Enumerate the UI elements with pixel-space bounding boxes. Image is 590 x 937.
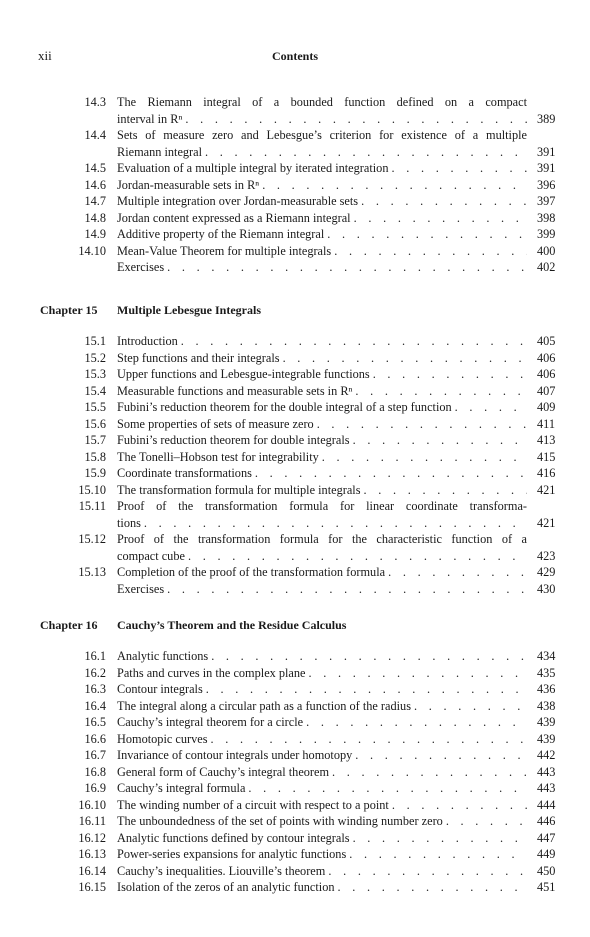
section-number: 15.13 bbox=[78, 565, 106, 579]
section-number: 15.5 bbox=[84, 400, 106, 414]
section-title bbox=[117, 714, 527, 731]
section-title bbox=[117, 531, 527, 564]
page-reference: 421 bbox=[537, 482, 556, 497]
page-reference: 406 bbox=[537, 367, 556, 381]
toc-entry[interactable] bbox=[0, 797, 590, 814]
section-title-line: tions . . . bbox=[117, 515, 527, 532]
leader-dots bbox=[314, 416, 527, 433]
section-title bbox=[117, 177, 527, 194]
section-title bbox=[117, 797, 527, 814]
section-title-line: The unboundedness of the set of points with winding number zero . . . bbox=[117, 813, 527, 830]
section-number: 15.10 bbox=[78, 482, 106, 497]
leader-dots bbox=[452, 399, 527, 416]
section-number: 16.9 bbox=[84, 781, 106, 795]
section-title bbox=[117, 416, 527, 433]
section-number: 15.3 bbox=[84, 367, 106, 381]
section-number: 16.10 bbox=[78, 797, 106, 812]
leader-dots bbox=[185, 548, 527, 565]
section-title bbox=[117, 366, 527, 383]
section-title bbox=[117, 383, 527, 400]
page-reference: 446 bbox=[537, 814, 556, 828]
section-number: 15.6 bbox=[84, 416, 106, 431]
section-title-line: Homotopic curves . . . bbox=[117, 731, 527, 748]
section-title-line: Cauchy’s integral theorem for a circle . . . bbox=[117, 714, 527, 731]
leader-dots bbox=[325, 863, 527, 880]
section-number: 16.11 bbox=[78, 814, 106, 828]
page-reference: 413 bbox=[537, 433, 556, 447]
toc-entry[interactable] bbox=[0, 432, 590, 449]
page-reference: 442 bbox=[537, 748, 556, 762]
running-title: Contents bbox=[271, 49, 318, 63]
section-title-line: Invariance of contour integrals under homotopy . . . bbox=[117, 747, 527, 764]
leader-dots bbox=[370, 366, 527, 383]
section-title-line: Jordan content expressed as a Riemann integral . . . bbox=[117, 210, 527, 227]
section-number: 16.7 bbox=[84, 748, 106, 762]
section-title-line: Contour integrals . . . bbox=[117, 681, 527, 698]
section-title bbox=[117, 94, 527, 127]
toc-entry[interactable] bbox=[0, 226, 590, 243]
toc-entry[interactable] bbox=[0, 193, 590, 210]
section-title bbox=[117, 127, 527, 160]
leader-dots bbox=[306, 665, 527, 682]
toc-entry[interactable] bbox=[0, 665, 590, 682]
toc-section bbox=[0, 94, 590, 276]
section-title-line: Exercises . . . bbox=[117, 259, 527, 276]
section-title-line: Coordinate transformations . . . bbox=[117, 465, 527, 482]
toc-entry[interactable] bbox=[0, 498, 590, 531]
section-title-line: Completion of the proof of the transformation formula . . . bbox=[117, 564, 527, 581]
leader-dots bbox=[350, 830, 527, 847]
section-title-line: Measurable functions and measurable sets in Rⁿ . . . bbox=[117, 383, 527, 400]
toc-entry[interactable] bbox=[0, 863, 590, 880]
toc-entry[interactable] bbox=[0, 648, 590, 665]
page-reference: 447 bbox=[537, 830, 556, 845]
page-reference: 398 bbox=[537, 210, 556, 225]
toc-entry[interactable] bbox=[0, 780, 590, 797]
page-reference: 434 bbox=[537, 649, 556, 663]
page-reference: 396 bbox=[537, 177, 556, 192]
section-title bbox=[117, 731, 527, 748]
section-number: 15.7 bbox=[84, 433, 106, 447]
section-title bbox=[117, 581, 527, 598]
toc-entry[interactable] bbox=[0, 698, 590, 715]
chapter-label: Chapter 16 bbox=[40, 618, 98, 632]
leader-dots bbox=[141, 515, 527, 532]
leader-dots bbox=[385, 564, 527, 581]
section-title-line: Evaluation of a multiple integral by iterated integration . . . bbox=[117, 160, 527, 177]
section-title-line: Introduction . . . bbox=[117, 333, 527, 350]
section-title bbox=[117, 879, 527, 896]
toc-entry[interactable] bbox=[0, 399, 590, 416]
page-reference: 439 bbox=[537, 731, 556, 746]
page-reference: 416 bbox=[537, 466, 556, 480]
section-title-line: interval in Rⁿ . . . bbox=[117, 111, 527, 128]
section-number: 15.1 bbox=[84, 334, 106, 348]
leader-dots bbox=[388, 160, 527, 177]
leader-dots bbox=[389, 797, 527, 814]
section-title-line: The transformation formula for multiple integrals . . . bbox=[117, 482, 527, 499]
section-number: 16.6 bbox=[84, 731, 106, 746]
section-title bbox=[117, 210, 527, 227]
toc-entry[interactable] bbox=[0, 127, 590, 160]
section-title-line: Mean-Value Theorem for multiple integrals . . . bbox=[117, 243, 527, 260]
section-number: 15.12 bbox=[78, 532, 106, 546]
section-title-line: Fubini’s reduction theorem for the double integral of a step function . . . bbox=[117, 399, 527, 416]
leader-dots bbox=[443, 813, 527, 830]
toc-entry[interactable] bbox=[0, 465, 590, 482]
toc-entry[interactable] bbox=[0, 94, 590, 127]
page-reference: 443 bbox=[537, 764, 556, 779]
section-title-line: Additive property of the Riemann integral . . . bbox=[117, 226, 527, 243]
page-reference: 438 bbox=[537, 698, 556, 713]
leader-dots bbox=[208, 731, 528, 748]
page-reference: 406 bbox=[537, 350, 556, 365]
section-title-line: Jordan-measurable sets in Rⁿ . . . bbox=[117, 177, 527, 194]
section-title-line: Fubini’s reduction theorem for double integrals . . . bbox=[117, 432, 527, 449]
toc-entry[interactable] bbox=[0, 564, 590, 581]
page-reference: 405 bbox=[537, 334, 556, 348]
toc-entry[interactable] bbox=[0, 581, 590, 598]
section-title bbox=[117, 863, 527, 880]
section-title bbox=[117, 259, 527, 276]
toc-entry[interactable] bbox=[0, 879, 590, 896]
toc-entry[interactable] bbox=[0, 333, 590, 350]
section-title bbox=[117, 665, 527, 682]
section-title-line: Proof of the transformation formula for linear coordinate transforma- bbox=[117, 499, 527, 513]
section-number: 14.10 bbox=[78, 243, 106, 258]
leader-dots bbox=[208, 648, 527, 665]
section-title bbox=[117, 830, 527, 847]
page-reference: 429 bbox=[537, 565, 556, 579]
section-title-line: Proof of the transformation formula for the characteristic function of a bbox=[117, 532, 527, 546]
page-reference: 391 bbox=[537, 144, 556, 159]
section-title-line: Isolation of the zeros of an analytic function . . . bbox=[117, 879, 527, 896]
page-reference: 391 bbox=[537, 161, 556, 175]
toc-entry[interactable] bbox=[0, 210, 590, 227]
section-number: 16.12 bbox=[78, 830, 106, 845]
section-number: 16.3 bbox=[84, 682, 106, 696]
section-title-line: Upper functions and Lebesgue-integrable functions . . . bbox=[117, 366, 527, 383]
page-reference: 411 bbox=[537, 416, 555, 431]
section-title-line: Paths and curves in the complex plane . . . bbox=[117, 665, 527, 682]
leader-dots bbox=[164, 259, 527, 276]
section-number: 14.5 bbox=[84, 161, 106, 175]
page-reference: 423 bbox=[537, 548, 556, 563]
section-title-line: The Riemann integral of a bounded function defined on a compact bbox=[117, 95, 527, 109]
toc-entry[interactable] bbox=[0, 416, 590, 433]
leader-dots bbox=[164, 581, 527, 598]
section-number: 14.4 bbox=[84, 128, 106, 142]
section-title bbox=[117, 846, 527, 863]
section-number: 15.8 bbox=[84, 449, 106, 464]
page-reference: 421 bbox=[537, 515, 556, 530]
page-reference: 443 bbox=[537, 781, 556, 795]
page-reference: 407 bbox=[537, 383, 556, 398]
toc-entry[interactable] bbox=[0, 531, 590, 564]
section-number: 14.6 bbox=[84, 177, 106, 192]
page-reference: 444 bbox=[537, 797, 556, 812]
page-reference: 439 bbox=[537, 715, 556, 729]
section-title bbox=[117, 243, 527, 260]
section-title bbox=[117, 564, 527, 581]
leader-dots bbox=[252, 465, 527, 482]
section-title bbox=[117, 764, 527, 781]
section-number: 14.8 bbox=[84, 210, 106, 225]
section-title bbox=[117, 780, 527, 797]
chapter-heading bbox=[0, 303, 590, 325]
section-title-line: Analytic functions defined by contour integrals . . . bbox=[117, 830, 527, 847]
leader-dots bbox=[303, 714, 527, 731]
page-reference: 415 bbox=[537, 449, 556, 464]
section-title bbox=[117, 747, 527, 764]
section-title-line: Step functions and their integrals . . . bbox=[117, 350, 527, 367]
section-title bbox=[117, 698, 527, 715]
leader-dots bbox=[331, 243, 527, 260]
page-reference: 400 bbox=[537, 243, 556, 258]
leader-dots bbox=[329, 764, 527, 781]
page-reference: 430 bbox=[537, 581, 556, 596]
section-title-line: Multiple integration over Jordan-measurable sets . . . bbox=[117, 193, 527, 210]
section-number: 15.9 bbox=[84, 466, 106, 480]
chapter-label: Chapter 15 bbox=[40, 303, 98, 317]
section-title-line: The winding number of a circuit with respect to a point . . . bbox=[117, 797, 527, 814]
toc-entry[interactable] bbox=[0, 813, 590, 830]
leader-dots bbox=[245, 780, 527, 797]
toc-entry[interactable] bbox=[0, 830, 590, 847]
section-title-line: General form of Cauchy’s integral theorem . . . bbox=[117, 764, 527, 781]
chapter-heading bbox=[0, 618, 590, 640]
page-reference: 436 bbox=[537, 682, 556, 696]
leader-dots bbox=[259, 177, 527, 194]
toc-entry[interactable] bbox=[0, 366, 590, 383]
toc-section bbox=[0, 303, 590, 597]
leader-dots bbox=[319, 449, 527, 466]
section-title bbox=[117, 482, 527, 499]
section-number: 16.2 bbox=[84, 665, 106, 680]
page-reference: 402 bbox=[537, 260, 556, 274]
leader-dots bbox=[360, 482, 527, 499]
section-title bbox=[117, 160, 527, 177]
leader-dots bbox=[358, 193, 527, 210]
leader-dots bbox=[335, 879, 527, 896]
toc-entry[interactable] bbox=[0, 350, 590, 367]
section-title-line: The Tonelli–Hobson test for integrability . . . bbox=[117, 449, 527, 466]
section-title-line: Some properties of sets of measure zero . . . bbox=[117, 416, 527, 433]
page-reference: 397 bbox=[537, 194, 556, 208]
section-number: 15.11 bbox=[78, 499, 106, 513]
chapter-title: Cauchy’s Theorem and the Residue Calculus bbox=[117, 618, 347, 632]
section-number: 15.4 bbox=[84, 383, 106, 398]
page-reference: 389 bbox=[537, 111, 556, 126]
section-title-line: Riemann integral . . . bbox=[117, 144, 527, 161]
page-reference: 399 bbox=[537, 227, 556, 241]
leader-dots bbox=[352, 747, 527, 764]
section-title bbox=[117, 449, 527, 466]
section-title bbox=[117, 681, 527, 698]
page-reference: 451 bbox=[537, 880, 556, 894]
section-number: 16.8 bbox=[84, 764, 106, 779]
section-number: 14.3 bbox=[84, 95, 106, 109]
toc-entry[interactable] bbox=[0, 731, 590, 748]
leader-dots bbox=[280, 350, 527, 367]
section-number: 16.5 bbox=[84, 715, 106, 729]
section-title bbox=[117, 465, 527, 482]
section-title bbox=[117, 399, 527, 416]
leader-dots bbox=[352, 383, 527, 400]
leader-dots bbox=[346, 846, 527, 863]
section-number: 15.2 bbox=[84, 350, 106, 365]
page-header bbox=[0, 48, 590, 68]
toc-entry[interactable] bbox=[0, 160, 590, 177]
section-title bbox=[117, 226, 527, 243]
toc-entry[interactable] bbox=[0, 383, 590, 400]
chapter-title: Multiple Lebesgue Integrals bbox=[117, 303, 261, 317]
leader-dots bbox=[411, 698, 527, 715]
section-title-line: compact cube . . . bbox=[117, 548, 527, 565]
section-title bbox=[117, 193, 527, 210]
page-reference: 409 bbox=[537, 400, 556, 414]
section-number: 16.14 bbox=[78, 863, 106, 878]
section-title-line: Power-series expansions for analytic functions . . . bbox=[117, 846, 527, 863]
leader-dots bbox=[351, 210, 527, 227]
section-number: 16.4 bbox=[84, 698, 106, 713]
section-title-line: Exercises . . . bbox=[117, 581, 527, 598]
toc-section bbox=[0, 618, 590, 896]
page-reference: 435 bbox=[537, 665, 556, 680]
section-number: 14.9 bbox=[84, 227, 106, 241]
section-title-line: The integral along a circular path as a function of the radius . . . bbox=[117, 698, 527, 715]
section-number: 14.7 bbox=[84, 194, 106, 208]
leader-dots bbox=[324, 226, 527, 243]
toc-entry[interactable] bbox=[0, 259, 590, 276]
toc-entry[interactable] bbox=[0, 243, 590, 260]
section-number: 16.13 bbox=[78, 847, 106, 861]
page-reference: 449 bbox=[537, 847, 556, 861]
section-number: 16.15 bbox=[78, 880, 106, 894]
section-title bbox=[117, 648, 527, 665]
toc-entry[interactable] bbox=[0, 681, 590, 698]
section-title-line: Sets of measure zero and Lebesgue’s criterion for existence of a multiple bbox=[117, 128, 527, 142]
toc-entry[interactable] bbox=[0, 177, 590, 194]
leader-dots bbox=[178, 333, 527, 350]
section-title bbox=[117, 813, 527, 830]
leader-dots bbox=[350, 432, 527, 449]
section-title-line: Analytic functions . . . bbox=[117, 648, 527, 665]
section-title bbox=[117, 333, 527, 350]
section-title bbox=[117, 498, 527, 531]
leader-dots bbox=[203, 681, 527, 698]
toc-entry[interactable] bbox=[0, 449, 590, 466]
page-reference: 450 bbox=[537, 863, 556, 878]
section-title-line: Cauchy’s integral formula . . . bbox=[117, 780, 527, 797]
toc-entry[interactable] bbox=[0, 482, 590, 499]
toc-entry[interactable] bbox=[0, 846, 590, 863]
section-title-line: Cauchy’s inequalities. Liouville’s theorem . . . bbox=[117, 863, 527, 880]
section-title bbox=[117, 350, 527, 367]
section-number: 16.1 bbox=[84, 649, 106, 663]
leader-dots bbox=[182, 111, 527, 128]
toc-entry[interactable] bbox=[0, 764, 590, 781]
page-number: xii bbox=[38, 48, 52, 63]
toc-entry[interactable] bbox=[0, 747, 590, 764]
toc-entry[interactable] bbox=[0, 714, 590, 731]
section-title bbox=[117, 432, 527, 449]
leader-dots bbox=[202, 144, 527, 161]
